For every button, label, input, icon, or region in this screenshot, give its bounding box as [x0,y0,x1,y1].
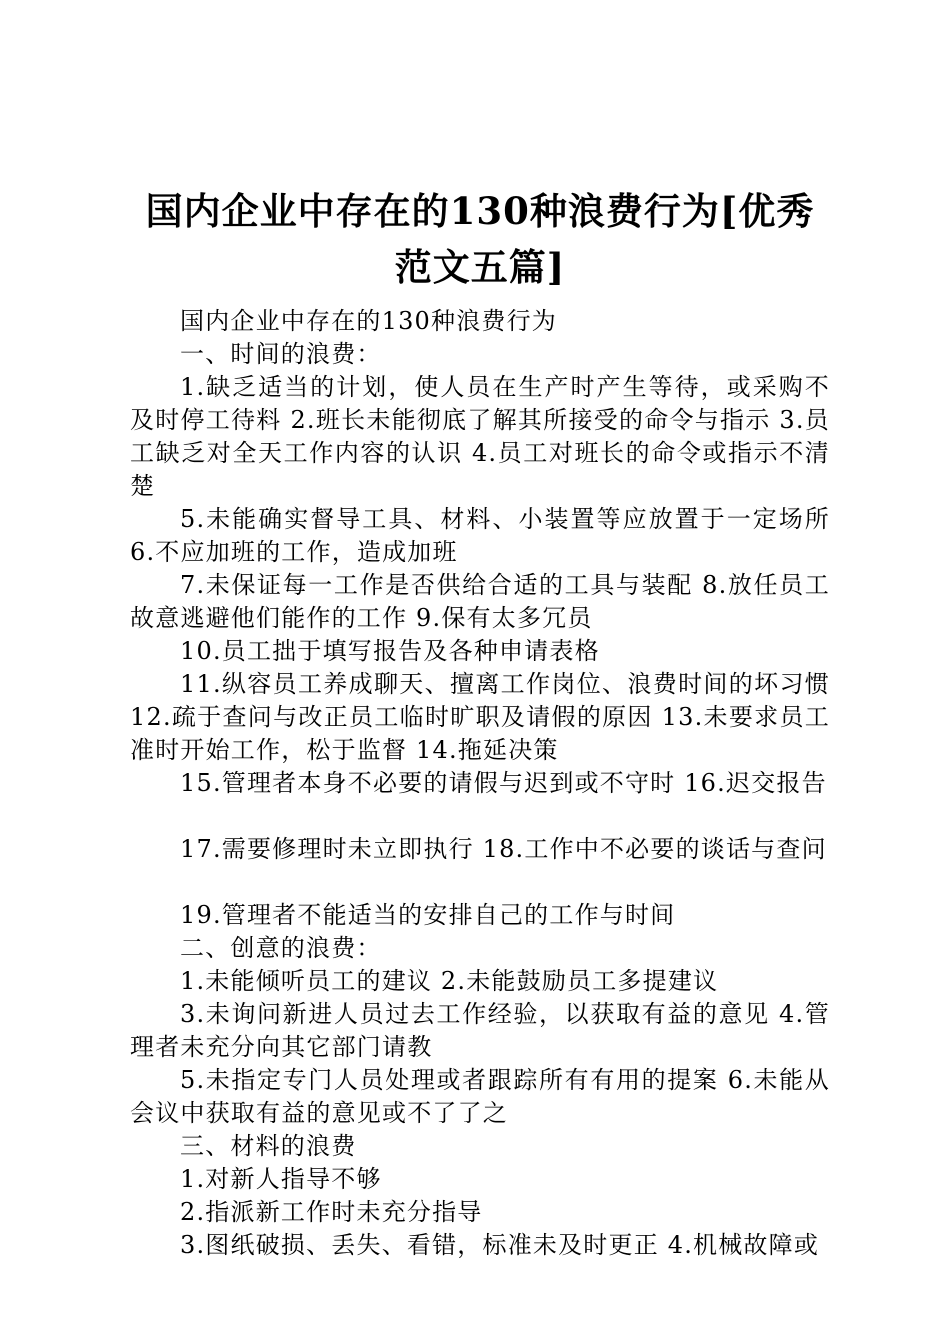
document-title: 国内企业中存在的130种浪费行为[优秀范文五篇] [145,189,815,289]
paragraph: 17.需要修理时未立即执行 18.工作中不必要的谈话与查问 [180,835,827,863]
paragraph: 1.对新人指导不够 [180,1165,382,1193]
paragraph: 19.管理者不能适当的安排自己的工作与时间 [180,901,676,929]
paragraph: 3.未询问新进人员过去工作经验，以获取有益的意见 4.管理者未充分向其它部门请教 [130,1000,830,1061]
paragraph: 2.指派新工作时未充分指导 [180,1198,483,1226]
section-heading-materials: 三、材料的浪费 [180,1132,357,1160]
paragraph: 10.员工拙于填写报告及各种申请表格 [180,637,600,665]
paragraph: 1.缺乏适当的计划，使人员在生产时产生等待，或采购不及时停工待料 2.班长未能彻底了解其所接受的命令与指示 3.员工缺乏对全天工作内容的认识 4.员工对班长的命令或指示不清楚 [130,373,830,500]
section-heading-time: 一、时间的浪费： [180,340,382,368]
paragraph: 5.未指定专门人员处理或者跟踪所有有用的提案 6.未能从会议中获取有益的意见或不了了之 [130,1066,830,1127]
paragraph-subtitle: 国内企业中存在的130种浪费行为 [180,307,558,335]
paragraph: 5.未能确实督导工具、材料、小装置等应放置于一定场所 6.不应加班的工作，造成加班 [130,505,830,566]
paragraph: 11.纵容员工养成聊天、擅离工作岗位、浪费时间的坏习惯 12.疏于查问与改正员工临时旷职及请假的原因 13.未要求员工准时开始工作，松于监督 14.拖延决策 [130,670,830,764]
paragraph: 3.图纸破损、丢失、看错，标准未及时更正 4.机械故障或 [180,1231,820,1259]
paragraph: 1.未能倾听员工的建议 2.未能鼓励员工多提建议 [180,967,719,995]
section-heading-creativity: 二、创意的浪费： [180,934,382,962]
document-body [130,305,830,1262]
paragraph: 15.管理者本身不必要的请假与迟到或不守时 16.迟交报告 [180,769,827,797]
paragraph: 7.未保证每一工作是否供给合适的工具与装配 8.放任员工故意逃避他们能作的工作 9.保有太多冗员 [130,571,830,632]
